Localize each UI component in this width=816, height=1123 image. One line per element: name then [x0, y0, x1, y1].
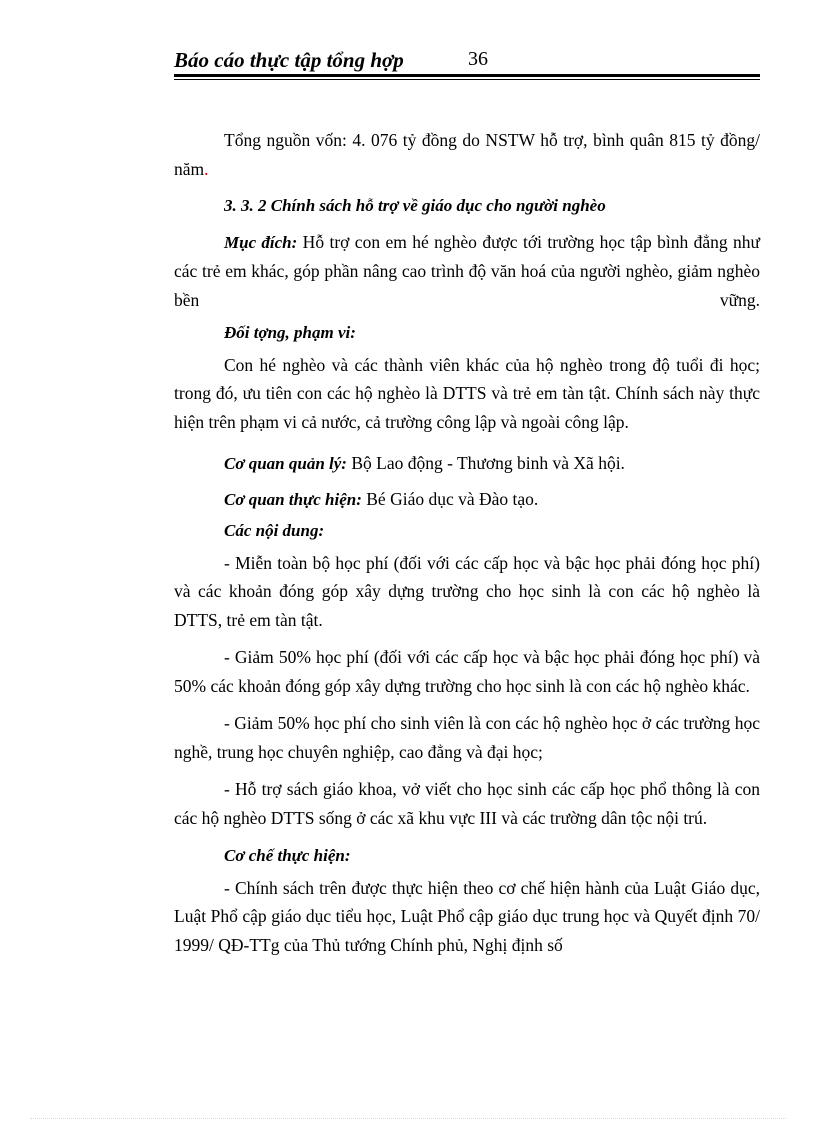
contents-label-line — [174, 516, 760, 546]
purpose-text: Hỗ trợ con em hé nghèo được tới trường học tập bình đẳng như các trẻ em khác, góp phần nâng cao trình độ văn hoá của người nghèo, giảm nghèo bền vững. — [174, 231, 761, 310]
funding-text: Tổng nguồn vốn: 4. 076 tỷ đồng do NSTW hỗ trợ, bình quân 815 tỷ đồng/ năm — [174, 130, 760, 179]
funding-period: . — [204, 158, 209, 179]
header-rule-thick — [174, 74, 760, 77]
contents-label: Các nội dung: — [224, 521, 325, 540]
scope-label: Đối tợng, phạm vi: — [224, 323, 356, 342]
bottom-dotted-border — [30, 1118, 786, 1119]
funding-paragraph — [174, 126, 760, 183]
scope-label-line — [174, 318, 760, 348]
agency-line — [174, 449, 760, 479]
agency-label: Cơ quan quản lý: — [224, 454, 347, 473]
header-rule-thin — [174, 79, 760, 80]
mechanism-paragraph: - Chính sách trên được thực hiện theo cơ chế hiện hành của Luật Giáo dục, Luật Phổ cập giáo dục tiểu học, Luật Phổ cập giáo dục trung học và Quyết định 70/ 1999/ QĐ-TTg của Thủ tướng Chính phủ, Nghị định số — [174, 877, 760, 955]
mechanism-label-line — [174, 841, 760, 871]
content-item: - Giảm 50% học phí (đối với các cấp học và bậc học phải đóng học phí) và 50% các khoản đóng góp xây dựng trường cho học sinh là con các hộ nghèo khác. — [174, 647, 760, 696]
implementer-text: Bé Giáo dục và Đào tạo. — [361, 488, 539, 509]
scope-paragraph: Con hé nghèo và các thành viên khác của hộ nghèo trong độ tuổi đi học; trong đó, ưu tiên con các hộ nghèo là DTTS và trẻ em tàn tật. Chính sách này thực hiện trên phạm vi cả nước, cả trường công lập và ngoài công lập. — [174, 354, 760, 432]
purpose-label: Mục đích: — [224, 232, 298, 252]
header-title: Báo cáo thực tập tổng hợp — [174, 48, 404, 72]
page-number: 36 — [468, 48, 488, 70]
section-heading: 3. 3. 2 Chính sách hỗ trợ về giáo dục cho người nghèo — [224, 196, 606, 215]
implementer-label: Cơ quan thực hiện: — [224, 489, 362, 509]
purpose-paragraph — [174, 228, 760, 315]
agency-text: Bộ Lao động - Thương binh và Xã hội. — [346, 453, 625, 473]
content-item: - Giảm 50% học phí cho sinh viên là con các hộ nghèo học ở các trường học nghề, trung học chuyên nghiệp, cao đẳng và đại học; — [174, 713, 760, 762]
content-item: - Miễn toàn bộ học phí (đối với các cấp học và bậc học phải đóng học phí) và các khoản đóng góp xây dựng trường cho học sinh là con các hộ nghèo là DTTS, trẻ em tàn tật. — [174, 552, 760, 630]
implementer-line — [174, 485, 760, 515]
document-body — [174, 126, 760, 959]
content-item: - Hỗ trợ sách giáo khoa, vở viết cho học sinh các cấp học phổ thông là con các hộ nghèo DTTS sống ở các xã khu vực III và các trường dân tộc nội trú. — [174, 779, 760, 828]
page-header — [174, 46, 760, 76]
mechanism-label: Cơ chế thực hiện: — [224, 846, 351, 865]
